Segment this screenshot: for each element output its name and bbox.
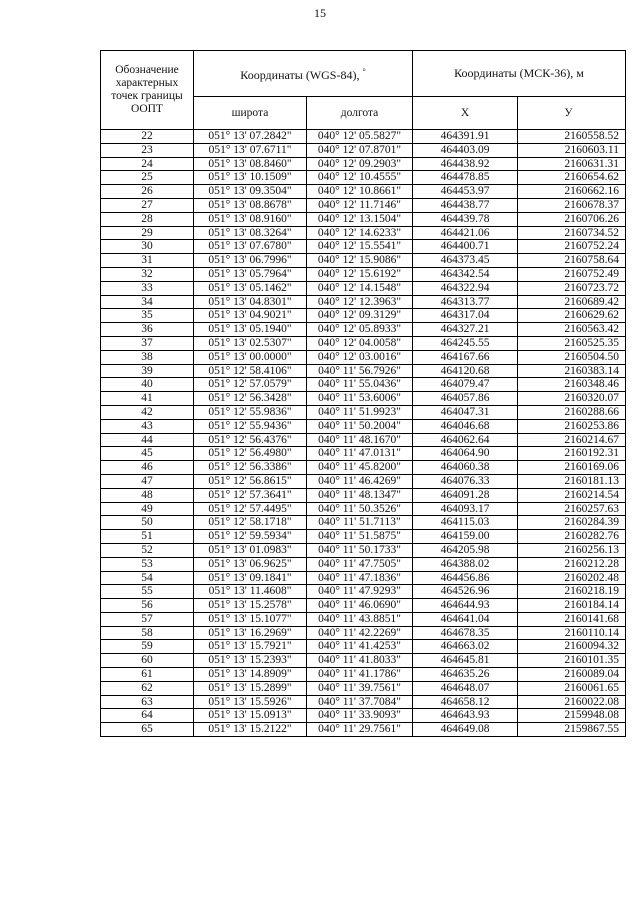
table-row bbox=[101, 433, 626, 447]
x-cell: 464648.07 bbox=[413, 681, 518, 695]
point-number: 41 bbox=[101, 392, 194, 406]
latitude-cell: 051° 12' 57.4495" bbox=[194, 502, 307, 516]
longitude-cell: 040° 11' 53.6006" bbox=[307, 392, 413, 406]
y-cell: 2160662.16 bbox=[518, 185, 626, 199]
longitude-cell: 040° 11' 50.1733" bbox=[307, 543, 413, 557]
longitude-cell: 040° 12' 03.0016" bbox=[307, 350, 413, 364]
x-cell: 464453.97 bbox=[413, 185, 518, 199]
x-cell: 464322.94 bbox=[413, 281, 518, 295]
latitude-cell: 051° 13' 08.3264" bbox=[194, 226, 307, 240]
table-row bbox=[101, 309, 626, 323]
longitude-header: долгота bbox=[307, 97, 413, 130]
table-row bbox=[101, 226, 626, 240]
y-cell: 2160101.35 bbox=[518, 654, 626, 668]
y-cell: 2160094.32 bbox=[518, 640, 626, 654]
table-row bbox=[101, 295, 626, 309]
table-row bbox=[101, 405, 626, 419]
y-cell: 2160689.42 bbox=[518, 295, 626, 309]
y-cell: 2160214.54 bbox=[518, 488, 626, 502]
x-cell: 464079.47 bbox=[413, 378, 518, 392]
table-row bbox=[101, 240, 626, 254]
table-row bbox=[101, 695, 626, 709]
y-cell: 2160752.24 bbox=[518, 240, 626, 254]
point-number: 36 bbox=[101, 323, 194, 337]
point-number: 23 bbox=[101, 143, 194, 157]
point-number: 65 bbox=[101, 723, 194, 737]
point-number: 63 bbox=[101, 695, 194, 709]
table-row bbox=[101, 447, 626, 461]
latitude-cell: 051° 12' 55.9436" bbox=[194, 419, 307, 433]
point-number: 40 bbox=[101, 378, 194, 392]
latitude-cell: 051° 12' 56.4980" bbox=[194, 447, 307, 461]
point-number: 24 bbox=[101, 157, 194, 171]
latitude-cell: 051° 12' 56.3386" bbox=[194, 461, 307, 475]
table-row bbox=[101, 640, 626, 654]
latitude-cell: 051° 13' 04.8301" bbox=[194, 295, 307, 309]
table-row bbox=[101, 543, 626, 557]
table-row bbox=[101, 626, 626, 640]
longitude-cell: 040° 11' 46.0690" bbox=[307, 599, 413, 613]
table-row bbox=[101, 350, 626, 364]
y-cell: 2160110.14 bbox=[518, 626, 626, 640]
point-number: 44 bbox=[101, 433, 194, 447]
x-cell: 464373.45 bbox=[413, 254, 518, 268]
y-cell: 2160184.14 bbox=[518, 599, 626, 613]
x-cell: 464342.54 bbox=[413, 267, 518, 281]
point-number: 46 bbox=[101, 461, 194, 475]
y-header: У bbox=[518, 97, 626, 130]
x-cell: 464245.55 bbox=[413, 336, 518, 350]
longitude-cell: 040° 11' 56.7926" bbox=[307, 364, 413, 378]
x-cell: 464327.21 bbox=[413, 323, 518, 337]
table-row bbox=[101, 668, 626, 682]
point-number: 56 bbox=[101, 599, 194, 613]
table-row bbox=[101, 281, 626, 295]
latitude-cell: 051° 13' 15.7921" bbox=[194, 640, 307, 654]
table-row bbox=[101, 130, 626, 144]
point-number: 43 bbox=[101, 419, 194, 433]
longitude-cell: 040° 12' 15.5541" bbox=[307, 240, 413, 254]
y-cell: 2160284.39 bbox=[518, 516, 626, 530]
longitude-cell: 040° 11' 29.7561" bbox=[307, 723, 413, 737]
y-cell: 2160253.86 bbox=[518, 419, 626, 433]
latitude-cell: 051° 13' 06.7996" bbox=[194, 254, 307, 268]
table-row bbox=[101, 198, 626, 212]
y-cell: 2160678.37 bbox=[518, 198, 626, 212]
point-number: 42 bbox=[101, 405, 194, 419]
point-number: 62 bbox=[101, 681, 194, 695]
latitude-cell: 051° 12' 55.9836" bbox=[194, 405, 307, 419]
longitude-cell: 040° 11' 46.4269" bbox=[307, 474, 413, 488]
latitude-cell: 051° 13' 05.7964" bbox=[194, 267, 307, 281]
longitude-cell: 040° 12' 10.4555" bbox=[307, 171, 413, 185]
longitude-cell: 040° 12' 12.3963" bbox=[307, 295, 413, 309]
longitude-cell: 040° 12' 07.8701" bbox=[307, 143, 413, 157]
table-row bbox=[101, 461, 626, 475]
y-cell: 2160654.62 bbox=[518, 171, 626, 185]
x-cell: 464115.03 bbox=[413, 516, 518, 530]
point-number: 57 bbox=[101, 612, 194, 626]
longitude-cell: 040° 11' 55.0436" bbox=[307, 378, 413, 392]
page-number: 15 bbox=[314, 6, 326, 20]
y-cell: 2160212.28 bbox=[518, 557, 626, 571]
point-number: 29 bbox=[101, 226, 194, 240]
y-cell: 2160383.14 bbox=[518, 364, 626, 378]
longitude-cell: 040° 12' 14.6233" bbox=[307, 226, 413, 240]
longitude-cell: 040° 11' 50.3526" bbox=[307, 502, 413, 516]
x-cell: 464663.02 bbox=[413, 640, 518, 654]
x-cell: 464205.98 bbox=[413, 543, 518, 557]
longitude-cell: 040° 11' 47.1836" bbox=[307, 571, 413, 585]
latitude-cell: 051° 13' 15.1077" bbox=[194, 612, 307, 626]
table-row bbox=[101, 599, 626, 613]
table-row bbox=[101, 171, 626, 185]
y-cell: 2160218.19 bbox=[518, 585, 626, 599]
table-row bbox=[101, 419, 626, 433]
table-row bbox=[101, 654, 626, 668]
table-row bbox=[101, 212, 626, 226]
table-row bbox=[101, 516, 626, 530]
latitude-cell: 051° 13' 14.8909" bbox=[194, 668, 307, 682]
longitude-cell: 040° 11' 48.1670" bbox=[307, 433, 413, 447]
x-header: Х bbox=[413, 97, 518, 130]
point-number: 55 bbox=[101, 585, 194, 599]
x-cell: 464635.26 bbox=[413, 668, 518, 682]
longitude-cell: 040° 11' 43.8851" bbox=[307, 612, 413, 626]
x-cell: 464658.12 bbox=[413, 695, 518, 709]
table-row bbox=[101, 681, 626, 695]
latitude-cell: 051° 12' 57.3641" bbox=[194, 488, 307, 502]
x-cell: 464403.09 bbox=[413, 143, 518, 157]
latitude-cell: 051° 13' 08.8460" bbox=[194, 157, 307, 171]
point-number: 60 bbox=[101, 654, 194, 668]
x-cell: 464062.64 bbox=[413, 433, 518, 447]
latitude-cell: 051° 13' 15.0913" bbox=[194, 709, 307, 723]
latitude-cell: 051° 12' 57.0579" bbox=[194, 378, 307, 392]
point-number: 61 bbox=[101, 668, 194, 682]
point-number: 54 bbox=[101, 571, 194, 585]
point-number: 52 bbox=[101, 543, 194, 557]
y-cell: 2159948.08 bbox=[518, 709, 626, 723]
latitude-cell: 051° 12' 56.3428" bbox=[194, 392, 307, 406]
point-number: 26 bbox=[101, 185, 194, 199]
longitude-cell: 040° 11' 41.4253" bbox=[307, 640, 413, 654]
x-cell: 464047.31 bbox=[413, 405, 518, 419]
table-row bbox=[101, 392, 626, 406]
y-cell: 2160141.68 bbox=[518, 612, 626, 626]
longitude-cell: 040° 11' 47.0131" bbox=[307, 447, 413, 461]
x-cell: 464478.85 bbox=[413, 171, 518, 185]
y-cell: 2160288.66 bbox=[518, 405, 626, 419]
y-cell: 2160256.13 bbox=[518, 543, 626, 557]
table-row bbox=[101, 585, 626, 599]
x-cell: 464388.02 bbox=[413, 557, 518, 571]
point-number: 28 bbox=[101, 212, 194, 226]
longitude-cell: 040° 12' 09.3129" bbox=[307, 309, 413, 323]
point-number: 48 bbox=[101, 488, 194, 502]
longitude-cell: 040° 12' 05.8933" bbox=[307, 323, 413, 337]
point-number: 59 bbox=[101, 640, 194, 654]
latitude-cell: 051° 13' 08.8678" bbox=[194, 198, 307, 212]
x-cell: 464439.78 bbox=[413, 212, 518, 226]
point-number: 37 bbox=[101, 336, 194, 350]
y-cell: 2160348.46 bbox=[518, 378, 626, 392]
y-cell: 2160257.63 bbox=[518, 502, 626, 516]
y-cell: 2160734.52 bbox=[518, 226, 626, 240]
table-row bbox=[101, 364, 626, 378]
longitude-cell: 040° 11' 51.7113" bbox=[307, 516, 413, 530]
y-cell: 2160603.11 bbox=[518, 143, 626, 157]
x-cell: 464159.00 bbox=[413, 530, 518, 544]
y-cell: 2160089.04 bbox=[518, 668, 626, 682]
longitude-cell: 040° 11' 41.1786" bbox=[307, 668, 413, 682]
latitude-cell: 051° 13' 08.9160" bbox=[194, 212, 307, 226]
table-row bbox=[101, 336, 626, 350]
longitude-cell: 040° 12' 11.7146" bbox=[307, 198, 413, 212]
x-cell: 464438.77 bbox=[413, 198, 518, 212]
y-cell: 2160022.08 bbox=[518, 695, 626, 709]
longitude-cell: 040° 11' 51.9923" bbox=[307, 405, 413, 419]
latitude-cell: 051° 13' 16.2969" bbox=[194, 626, 307, 640]
x-cell: 464120.68 bbox=[413, 364, 518, 378]
x-cell: 464313.77 bbox=[413, 295, 518, 309]
x-cell: 464644.93 bbox=[413, 599, 518, 613]
longitude-cell: 040° 12' 10.8661" bbox=[307, 185, 413, 199]
latitude-cell: 051° 13' 15.2393" bbox=[194, 654, 307, 668]
point-number: 25 bbox=[101, 171, 194, 185]
y-cell: 2160723.72 bbox=[518, 281, 626, 295]
point-number: 53 bbox=[101, 557, 194, 571]
latitude-cell: 051° 13' 07.6780" bbox=[194, 240, 307, 254]
latitude-cell: 051° 13' 11.4608" bbox=[194, 585, 307, 599]
y-cell: 2160061.65 bbox=[518, 681, 626, 695]
x-cell: 464678.35 bbox=[413, 626, 518, 640]
y-cell: 2160214.67 bbox=[518, 433, 626, 447]
latitude-cell: 051° 13' 09.3504" bbox=[194, 185, 307, 199]
point-number: 39 bbox=[101, 364, 194, 378]
longitude-cell: 040° 12' 15.6192" bbox=[307, 267, 413, 281]
point-number: 58 bbox=[101, 626, 194, 640]
degree-unit: ° bbox=[362, 66, 366, 76]
y-cell: 2160192.31 bbox=[518, 447, 626, 461]
longitude-cell: 040° 11' 45.8200" bbox=[307, 461, 413, 475]
longitude-cell: 040° 11' 47.9293" bbox=[307, 585, 413, 599]
latitude-cell: 051° 12' 56.4376" bbox=[194, 433, 307, 447]
longitude-cell: 040° 11' 42.2269" bbox=[307, 626, 413, 640]
y-cell: 2160504.50 bbox=[518, 350, 626, 364]
point-number: 33 bbox=[101, 281, 194, 295]
x-cell: 464091.28 bbox=[413, 488, 518, 502]
x-cell: 464649.08 bbox=[413, 723, 518, 737]
point-designation-header: Обозначение характерных точек границы ООПТ bbox=[101, 51, 194, 130]
longitude-cell: 040° 11' 33.9093" bbox=[307, 709, 413, 723]
y-cell: 2160202.48 bbox=[518, 571, 626, 585]
x-cell: 464317.04 bbox=[413, 309, 518, 323]
latitude-cell: 051° 13' 07.6711" bbox=[194, 143, 307, 157]
longitude-cell: 040° 12' 09.2903" bbox=[307, 157, 413, 171]
table-row bbox=[101, 612, 626, 626]
table-row bbox=[101, 530, 626, 544]
table-header-row bbox=[101, 51, 626, 97]
x-cell: 464046.68 bbox=[413, 419, 518, 433]
latitude-cell: 051° 13' 00.0000" bbox=[194, 350, 307, 364]
point-number: 51 bbox=[101, 530, 194, 544]
x-cell: 464057.86 bbox=[413, 392, 518, 406]
latitude-cell: 051° 13' 15.2122" bbox=[194, 723, 307, 737]
latitude-header: широта bbox=[194, 97, 307, 130]
point-number: 64 bbox=[101, 709, 194, 723]
x-cell: 464526.96 bbox=[413, 585, 518, 599]
latitude-cell: 051° 12' 56.8615" bbox=[194, 474, 307, 488]
table-row bbox=[101, 488, 626, 502]
latitude-cell: 051° 12' 59.5934" bbox=[194, 530, 307, 544]
point-number: 35 bbox=[101, 309, 194, 323]
latitude-cell: 051° 13' 01.0983" bbox=[194, 543, 307, 557]
point-number: 50 bbox=[101, 516, 194, 530]
longitude-cell: 040° 12' 04.0058" bbox=[307, 336, 413, 350]
table-row bbox=[101, 254, 626, 268]
y-cell: 2160752.49 bbox=[518, 267, 626, 281]
y-cell: 2160181.13 bbox=[518, 474, 626, 488]
y-cell: 2160525.35 bbox=[518, 336, 626, 350]
table-row bbox=[101, 143, 626, 157]
x-cell: 464064.90 bbox=[413, 447, 518, 461]
latitude-cell: 051° 13' 02.5307" bbox=[194, 336, 307, 350]
table-body bbox=[101, 130, 626, 737]
table-row bbox=[101, 323, 626, 337]
latitude-cell: 051° 13' 15.2578" bbox=[194, 599, 307, 613]
x-cell: 464076.33 bbox=[413, 474, 518, 488]
latitude-cell: 051° 13' 15.2899" bbox=[194, 681, 307, 695]
x-cell: 464400.71 bbox=[413, 240, 518, 254]
x-cell: 464641.04 bbox=[413, 612, 518, 626]
table-row bbox=[101, 723, 626, 737]
x-cell: 464456.86 bbox=[413, 571, 518, 585]
latitude-cell: 051° 13' 04.9021" bbox=[194, 309, 307, 323]
y-cell: 2160563.42 bbox=[518, 323, 626, 337]
x-cell: 464645.81 bbox=[413, 654, 518, 668]
longitude-cell: 040° 11' 39.7561" bbox=[307, 681, 413, 695]
table-row bbox=[101, 502, 626, 516]
point-number: 49 bbox=[101, 502, 194, 516]
latitude-cell: 051° 12' 58.1718" bbox=[194, 516, 307, 530]
x-cell: 464167.66 bbox=[413, 350, 518, 364]
point-number: 31 bbox=[101, 254, 194, 268]
x-cell: 464093.17 bbox=[413, 502, 518, 516]
table-row bbox=[101, 157, 626, 171]
longitude-cell: 040° 11' 48.1347" bbox=[307, 488, 413, 502]
longitude-cell: 040° 11' 51.5875" bbox=[307, 530, 413, 544]
latitude-cell: 051° 13' 05.1940" bbox=[194, 323, 307, 337]
y-cell: 2160706.26 bbox=[518, 212, 626, 226]
point-number: 32 bbox=[101, 267, 194, 281]
point-number: 45 bbox=[101, 447, 194, 461]
wgs84-coordinates-header bbox=[194, 51, 413, 97]
y-cell: 2160320.07 bbox=[518, 392, 626, 406]
table-row bbox=[101, 557, 626, 571]
msk36-coordinates-header: Координаты (МСК-36), м bbox=[413, 51, 626, 97]
point-number: 47 bbox=[101, 474, 194, 488]
table-row bbox=[101, 571, 626, 585]
table-row bbox=[101, 378, 626, 392]
y-cell: 2160169.06 bbox=[518, 461, 626, 475]
y-cell: 2160558.52 bbox=[518, 130, 626, 144]
point-number: 38 bbox=[101, 350, 194, 364]
table-row bbox=[101, 474, 626, 488]
x-cell: 464643.93 bbox=[413, 709, 518, 723]
longitude-cell: 040° 11' 37.7084" bbox=[307, 695, 413, 709]
point-number: 27 bbox=[101, 198, 194, 212]
table-row bbox=[101, 709, 626, 723]
latitude-cell: 051° 13' 15.5926" bbox=[194, 695, 307, 709]
y-cell: 2160629.62 bbox=[518, 309, 626, 323]
x-cell: 464391.91 bbox=[413, 130, 518, 144]
latitude-cell: 051° 13' 07.2842" bbox=[194, 130, 307, 144]
longitude-cell: 040° 11' 47.7505" bbox=[307, 557, 413, 571]
longitude-cell: 040° 11' 50.2004" bbox=[307, 419, 413, 433]
point-number: 30 bbox=[101, 240, 194, 254]
latitude-cell: 051° 13' 05.1462" bbox=[194, 281, 307, 295]
longitude-cell: 040° 11' 41.8033" bbox=[307, 654, 413, 668]
point-number: 22 bbox=[101, 130, 194, 144]
latitude-cell: 051° 13' 06.9625" bbox=[194, 557, 307, 571]
table-row bbox=[101, 267, 626, 281]
latitude-cell: 051° 13' 09.1841" bbox=[194, 571, 307, 585]
y-cell: 2159867.55 bbox=[518, 723, 626, 737]
y-cell: 2160758.64 bbox=[518, 254, 626, 268]
longitude-cell: 040° 12' 13.1504" bbox=[307, 212, 413, 226]
latitude-cell: 051° 12' 58.4106" bbox=[194, 364, 307, 378]
x-cell: 464421.06 bbox=[413, 226, 518, 240]
longitude-cell: 040° 12' 05.5827" bbox=[307, 130, 413, 144]
y-cell: 2160282.76 bbox=[518, 530, 626, 544]
longitude-cell: 040° 12' 15.9086" bbox=[307, 254, 413, 268]
x-cell: 464060.38 bbox=[413, 461, 518, 475]
latitude-cell: 051° 13' 10.1509" bbox=[194, 171, 307, 185]
point-number: 34 bbox=[101, 295, 194, 309]
wgs84-label: Координаты (WGS-84), bbox=[240, 67, 360, 82]
x-cell: 464438.92 bbox=[413, 157, 518, 171]
coordinates-table bbox=[100, 50, 626, 737]
longitude-cell: 040° 12' 14.1548" bbox=[307, 281, 413, 295]
table-row bbox=[101, 185, 626, 199]
y-cell: 2160631.31 bbox=[518, 157, 626, 171]
